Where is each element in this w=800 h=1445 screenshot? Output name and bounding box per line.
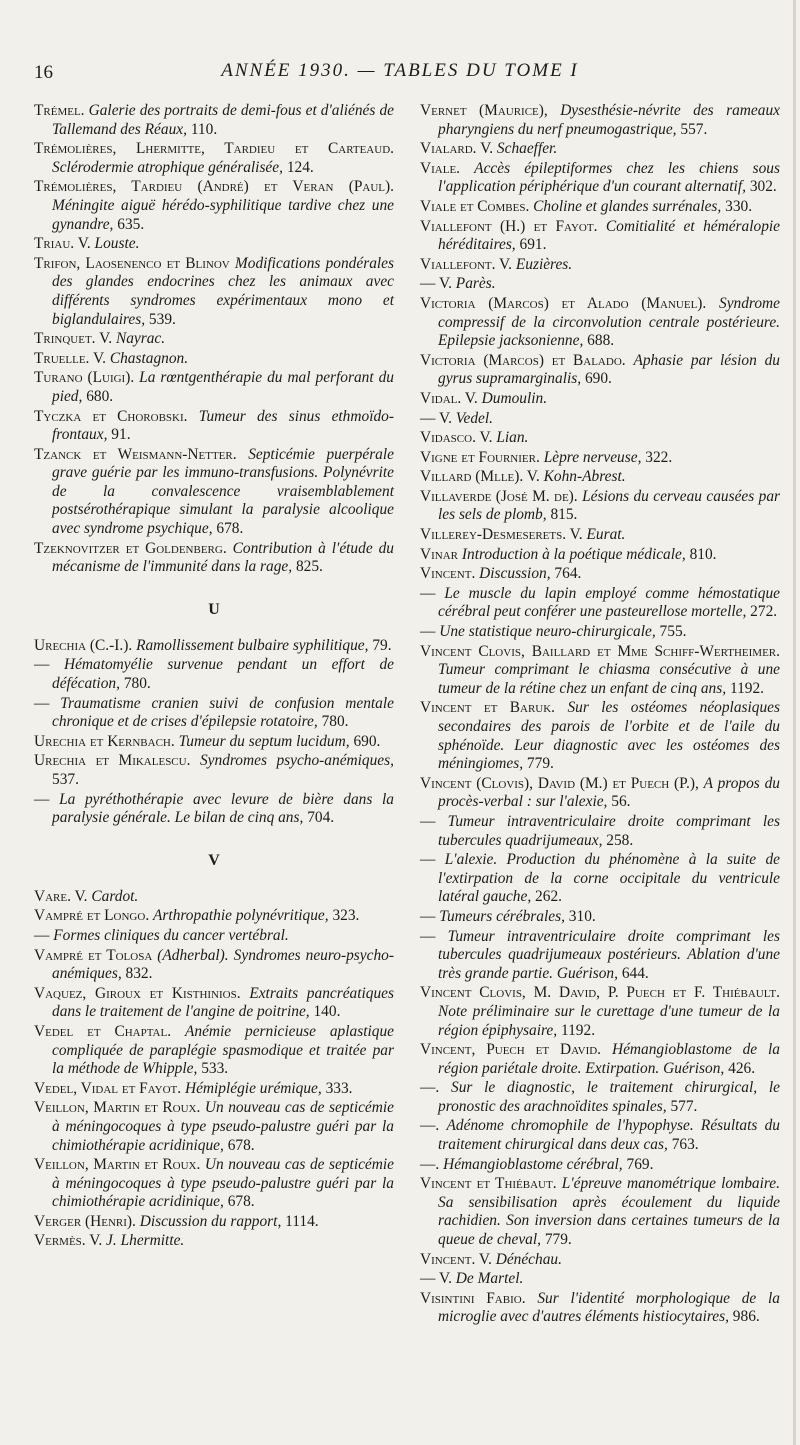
entry-title: Extraits pancréatiques dans le traitement de l'angine de poitrine, bbox=[52, 984, 394, 1021]
entry-page: 832. bbox=[125, 965, 153, 983]
entry-title: Méningite aiguë hérédo-syphilitique tardive chez une gynandre, bbox=[52, 196, 394, 233]
entry-title: Sur le diagnostic, le traitement chirurgical, le pronostic des arachnoïdites spinales, bbox=[438, 1079, 780, 1115]
index-entry bbox=[420, 410, 780, 429]
entry-page: 764. bbox=[554, 565, 582, 583]
section-letter: U bbox=[208, 600, 220, 618]
entry-page: 704. bbox=[307, 809, 335, 827]
entry-page: 690. bbox=[353, 732, 381, 750]
entry-page: 690. bbox=[584, 370, 612, 388]
index-entry bbox=[34, 695, 394, 732]
entry-author: — bbox=[420, 927, 436, 945]
entry-title: Tumeurs cérébrales, bbox=[439, 907, 565, 925]
index-entry bbox=[420, 256, 780, 275]
entry-page: 539. bbox=[148, 310, 176, 328]
entry-author: Tyczka et Chorobski. bbox=[34, 407, 188, 425]
entry-page: 557. bbox=[680, 120, 708, 138]
index-entry bbox=[34, 330, 394, 349]
entry-author: Victoria (Marcos) et Alado (Manuel). bbox=[420, 294, 707, 312]
index-entry bbox=[420, 1290, 780, 1327]
entry-author: Vincent et Thiébaut. bbox=[420, 1175, 557, 1193]
index-entry bbox=[420, 623, 780, 642]
index-entry bbox=[420, 1175, 780, 1249]
entry-page: 1114. bbox=[285, 1212, 319, 1230]
index-entry bbox=[420, 488, 780, 525]
entry-page: 779. bbox=[544, 1231, 572, 1249]
entry-author: —. bbox=[420, 1079, 440, 1097]
entry-page: 678. bbox=[227, 1193, 255, 1211]
entry-author: Tzeknovitzer et Goldenberg. bbox=[34, 539, 227, 557]
entry-title: Tumeur comprimant le chiasma consécutive à une tumeur de la rétine chez un enfant de cinq ans, bbox=[438, 661, 780, 697]
entry-title: Tumeur des sinus ethmoïdo-frontaux, bbox=[52, 407, 394, 444]
entry-title: Aphasie par lésion du gyrus supramarginalis, bbox=[438, 351, 780, 388]
index-entry bbox=[420, 1079, 780, 1116]
entry-author: Vincent Clovis, Baillard et Mme Schiff-Wertheimer. bbox=[420, 642, 780, 660]
index-entry bbox=[420, 140, 780, 159]
index-entry bbox=[420, 851, 780, 907]
entry-title: Note préliminaire sur le curettage d'une tumeur de la région épiphysaire, bbox=[438, 1002, 780, 1039]
entry-author: — bbox=[34, 790, 50, 808]
index-entry bbox=[420, 1156, 780, 1175]
entry-title: Lésions du cerveau causées par les sels de plomb, bbox=[438, 487, 781, 524]
right-column bbox=[420, 102, 780, 1328]
entry-author: Trémolières, Tardieu (André) et Veran (Paul). bbox=[34, 178, 394, 196]
index-entry bbox=[420, 1117, 780, 1154]
index-entry bbox=[420, 908, 780, 927]
index-entry bbox=[420, 643, 780, 699]
entry-title: Modifications pondérales des glandes endocrines chez les animaux avec différents syndromes expérimentaux mono et biglandulaires, bbox=[52, 254, 394, 328]
entry-page: 635. bbox=[117, 215, 145, 233]
entry-title: Nayrac. bbox=[115, 330, 166, 348]
entry-author: Vidal. V. bbox=[420, 389, 478, 407]
entry-page: 680. bbox=[86, 387, 114, 405]
entry-page: 302. bbox=[749, 178, 777, 196]
entry-author: Vincent et Baruk. bbox=[420, 699, 556, 717]
index-entry bbox=[420, 468, 780, 487]
entry-author: Verger (Henri). bbox=[34, 1212, 136, 1230]
entry-page: 333. bbox=[325, 1079, 353, 1097]
entry-page: 537. bbox=[52, 771, 79, 788]
left-column bbox=[34, 102, 394, 1328]
entry-title: Septicémie puerpérale grave guérie par les immuno-transfusions. Polynévrite de la convalescence vraisemblablement postsérothérapique simulant la paralysie alcoolique avec syndrome psychique, bbox=[52, 445, 394, 538]
entry-page: 688. bbox=[587, 332, 615, 350]
entry-page: 769. bbox=[626, 1155, 654, 1173]
entry-title: Adénome chromophile de l'hypophyse. Résultats du traitement chirurgical dans deux cas, bbox=[438, 1117, 780, 1154]
entry-title: Arthropathie polynévritique, bbox=[153, 907, 329, 925]
entry-author: —. bbox=[420, 1155, 440, 1173]
entry-title: Sur l'identité morphologique de la microglie avec d'autres éléments histiocytaires, bbox=[438, 1289, 780, 1326]
index-entry bbox=[420, 984, 780, 1040]
section-letter: V bbox=[208, 851, 220, 869]
entry-page: 691. bbox=[519, 236, 547, 254]
entry-author: — V. bbox=[420, 1270, 452, 1288]
entry-author: Vampré et Longo. bbox=[34, 907, 150, 925]
index-entry bbox=[420, 198, 780, 217]
index-entry bbox=[420, 1270, 780, 1289]
entry-author: Turano (Luigi). bbox=[34, 369, 135, 387]
entry-author: — bbox=[420, 623, 436, 641]
index-entry bbox=[34, 1023, 394, 1079]
entry-page: 763. bbox=[671, 1136, 699, 1154]
index-entry bbox=[420, 352, 780, 389]
index-entry bbox=[420, 218, 780, 255]
entry-title: J. Lhermitte. bbox=[106, 1232, 185, 1250]
entry-author: Villard (Mlle). V. bbox=[420, 468, 540, 486]
entry-page: 322. bbox=[645, 448, 673, 466]
index-entry bbox=[34, 656, 394, 693]
index-entry bbox=[420, 526, 780, 545]
entry-author: Vincent, Puech et David. bbox=[420, 1041, 602, 1059]
index-entry bbox=[420, 1251, 780, 1270]
entry-title: Traumatisme cranien suivi de confusion mentale chronique et de crises d'épilepsie rotatoire, bbox=[52, 694, 394, 731]
entry-title: Introduction à la poétique médicale, bbox=[461, 545, 686, 563]
entry-title: Comitialité et héméralopie héréditaires, bbox=[438, 217, 780, 254]
entry-title: Accès épileptiformes chez les chiens sous l'application périphérique d'un courant alternatif, bbox=[438, 159, 780, 196]
entry-author: —. bbox=[420, 1117, 440, 1135]
entry-title: Sur les ostéomes néoplasiques secondaires des parois de l'orbite et de l'aile du sphénoïde. Leur diagnostic avec les ostéomes des méningiomes, bbox=[438, 699, 780, 773]
entry-author: — bbox=[420, 907, 436, 925]
entry-author: — bbox=[34, 926, 50, 944]
index-entry bbox=[420, 429, 780, 448]
entry-page: 124. bbox=[286, 158, 314, 176]
entry-page: 91. bbox=[111, 426, 131, 444]
entry-title: De Martel. bbox=[455, 1270, 524, 1288]
entry-author: Villaverde (José M. de). bbox=[420, 487, 578, 505]
entry-title: L'épreuve manométrique lombaire. Sa sensibilisation après écoulement du liquide rachidien. Son inversion dans certaines tumeurs de la queue de cheval, bbox=[438, 1175, 780, 1249]
entry-author: Trinquet. V. bbox=[34, 330, 113, 348]
index-entry bbox=[420, 546, 780, 565]
entry-author: Vermès. V. bbox=[34, 1232, 103, 1250]
entry-title: Dénéchau. bbox=[495, 1250, 562, 1268]
entry-title: Dumoulin. bbox=[481, 389, 548, 407]
running-title: ANNÉE 1930. — TABLES DU TOME I bbox=[221, 60, 579, 81]
index-entry bbox=[420, 1041, 780, 1078]
entry-author: Triau. V. bbox=[34, 235, 91, 253]
index-entry bbox=[34, 1080, 394, 1099]
index-entry bbox=[34, 540, 394, 577]
index-entry bbox=[34, 350, 394, 369]
index-entry bbox=[34, 927, 394, 946]
entry-author: Urechia (C.-I.). bbox=[34, 636, 133, 654]
entry-title: Contribution à l'étude du mécanisme de l'immunité dans la rage, bbox=[52, 539, 394, 576]
index-columns bbox=[34, 102, 780, 1328]
entry-title: Syndromes psycho-anémiques, bbox=[199, 752, 394, 770]
index-entry bbox=[420, 390, 780, 409]
entry-author: Vincent. V. bbox=[420, 1250, 492, 1268]
entry-page: 310. bbox=[568, 907, 596, 925]
entry-author: Vedel, Vidal et Fayot. bbox=[34, 1079, 182, 1097]
index-entry bbox=[34, 140, 394, 177]
entry-title: Un nouveau cas de septicémie à méningocoques à type pseudo-palustre guéri par la chimiothérapie acridinique, bbox=[52, 1099, 394, 1154]
entry-author: — V. bbox=[420, 275, 452, 293]
entry-page: 330. bbox=[725, 197, 753, 215]
index-entry bbox=[34, 985, 394, 1022]
entry-page: 779. bbox=[526, 755, 554, 773]
index-entry bbox=[34, 1232, 394, 1251]
entry-page: 533. bbox=[201, 1060, 229, 1078]
entry-title: Dysesthésie-névrite des rameaux pharyngiens du nerf pneumogastrique, bbox=[438, 102, 780, 138]
index-entry bbox=[34, 446, 394, 539]
entry-author: — bbox=[420, 584, 436, 602]
entry-page: 810. bbox=[689, 545, 717, 563]
index-entry bbox=[34, 947, 394, 984]
entry-title: La rœntgenthérapie du mal perforant du pied, bbox=[52, 369, 394, 405]
entry-author: Villerey-Desmeserets. V. bbox=[420, 526, 583, 544]
entry-title: Euzières. bbox=[515, 255, 573, 273]
index-entry bbox=[420, 275, 780, 294]
entry-title: Parès. bbox=[455, 275, 496, 293]
entry-title: Louste. bbox=[94, 235, 140, 253]
entry-page: 755. bbox=[659, 623, 687, 641]
index-entry bbox=[34, 408, 394, 445]
index-entry bbox=[420, 565, 780, 584]
entry-author: Vincent (Clovis), David (M.) et Puech (P.), bbox=[420, 774, 699, 792]
index-entry bbox=[34, 102, 394, 139]
entry-page: 678. bbox=[216, 520, 244, 538]
entry-page: 1192. bbox=[560, 1021, 596, 1039]
entry-title: (Adherbal). Syndromes neuro-psycho-anémiques, bbox=[52, 946, 394, 983]
entry-page: 815. bbox=[550, 506, 578, 524]
entry-author: Urechia et Mikalescu. bbox=[34, 752, 191, 770]
entry-author: Vernet (Maurice), bbox=[420, 102, 548, 119]
index-entry bbox=[34, 733, 394, 752]
entry-title: Schaeffer. bbox=[496, 140, 558, 158]
entry-title: Lèpre nerveuse, bbox=[543, 448, 642, 466]
entry-page: 323. bbox=[332, 907, 360, 925]
entry-author: Visintini Fabio. bbox=[420, 1289, 526, 1307]
entry-page: 262. bbox=[535, 888, 562, 906]
entry-title: Hémangioblastome cérébral, bbox=[443, 1155, 623, 1173]
index-entry bbox=[34, 1099, 394, 1155]
entry-title: Discussion du rapport, bbox=[139, 1212, 282, 1230]
entry-author: — bbox=[420, 851, 436, 869]
entry-author: Vampré et Tolosa bbox=[34, 946, 153, 964]
entry-title: Eurat. bbox=[586, 526, 626, 544]
entry-page: 56. bbox=[611, 793, 631, 811]
entry-page: 825. bbox=[295, 558, 323, 576]
index-entry bbox=[34, 235, 394, 254]
index-entry bbox=[34, 791, 394, 828]
entry-author: Vare. V. bbox=[34, 887, 88, 905]
index-entry bbox=[34, 178, 394, 234]
entry-title: Sclérodermie atrophique généralisée, bbox=[52, 158, 283, 176]
entry-author: Vialard. V. bbox=[420, 140, 494, 158]
entry-title: Hémiplégie urémique, bbox=[184, 1079, 322, 1097]
index-entry bbox=[420, 699, 780, 773]
entry-author: Trémolières, Lhermitte, Tardieu et Carteaud. bbox=[34, 140, 394, 158]
entry-author: Trifon, Laosenenco et Blinov bbox=[34, 254, 230, 272]
entry-page: 986. bbox=[732, 1308, 760, 1326]
entry-author: Viale et Combes. bbox=[420, 197, 530, 215]
entry-title: Ramollissement bulbaire syphilitique, bbox=[136, 636, 369, 654]
entry-author: Viallefont (H.) et Fayot. bbox=[420, 217, 598, 235]
entry-title: Discussion, bbox=[479, 565, 551, 583]
entry-author: Vinar bbox=[420, 545, 459, 563]
entry-title: Le muscle du lapin employé comme hémostatique cérébral peut conférer une pasteurellose mortelle, bbox=[438, 584, 780, 621]
entry-author: Vigne et Fournier. bbox=[420, 448, 540, 466]
page-number: 16 bbox=[34, 62, 53, 83]
entry-author: Vedel et Chaptal. bbox=[34, 1022, 172, 1040]
entry-title: Tumeur intraventriculaire droite comprimant les tubercules quadrijumeaux, bbox=[438, 812, 780, 849]
entry-page: 140. bbox=[313, 1003, 341, 1021]
entry-page: 678. bbox=[227, 1136, 255, 1154]
entry-author: Urechia et Kernbach. bbox=[34, 732, 175, 750]
index-entry bbox=[420, 813, 780, 850]
entry-page: 426. bbox=[728, 1059, 756, 1077]
entry-title: Galerie des portraits de demi-fous et d'aliénés de Tallemand des Réaux, bbox=[52, 102, 394, 138]
entry-title: Cardot. bbox=[91, 887, 139, 905]
entry-title: Vedel. bbox=[455, 409, 493, 427]
entry-page: 780. bbox=[123, 675, 151, 693]
index-entry bbox=[34, 1156, 394, 1212]
index-entry bbox=[420, 928, 780, 984]
entry-author: Veillon, Martin et Roux. bbox=[34, 1156, 201, 1174]
entry-title: Lian. bbox=[496, 429, 529, 447]
entry-title: Anémie pernicieuse aplastique compliquée de paraplégie spasmodique et traitée par la méthode de Whipple, bbox=[52, 1022, 394, 1078]
entry-author: Vincent. bbox=[420, 565, 476, 583]
entry-author: Trémel. bbox=[34, 102, 85, 119]
index-entry bbox=[34, 1213, 394, 1232]
index-entry bbox=[420, 295, 780, 351]
entry-page: 577. bbox=[670, 1097, 698, 1115]
entry-page: 110. bbox=[190, 120, 218, 138]
entry-author: Tzanck et Weismann-Netter. bbox=[34, 445, 237, 463]
index-entry bbox=[420, 102, 780, 139]
entry-title: Chastagnon. bbox=[109, 349, 189, 367]
entry-title: L'alexie. Production du phénomène à la suite de l'extirpation de la corne occipitale du ventricule latéral gauche, bbox=[438, 851, 780, 906]
entry-author: Viallefont. V. bbox=[420, 255, 512, 273]
index-entry bbox=[34, 637, 394, 656]
entry-author: — V. bbox=[420, 409, 452, 427]
entry-author: — bbox=[34, 656, 50, 674]
entry-author: Vincent Clovis, M. David, P. Puech et F. Thiébault. bbox=[420, 984, 780, 1002]
entry-title: Tumeur intraventriculaire droite comprimant les tubercules quadrijumeaux postérieurs. Ablation d'une très grande partie. Guérison, bbox=[438, 927, 780, 982]
entry-title: A propos du procès-verbal : sur l'alexie, bbox=[438, 774, 780, 811]
entry-title: Hématomyélie survenue pendant un effort de défécation, bbox=[52, 656, 394, 693]
index-entry bbox=[34, 255, 394, 329]
entry-author: Viale. bbox=[420, 159, 461, 177]
entry-author: — bbox=[34, 694, 50, 712]
entry-page: 79. bbox=[372, 636, 392, 654]
entry-title: Kohn-Abrest. bbox=[543, 468, 626, 486]
entry-title: Syndrome compressif de la circonvolution centrale postérieure. Epilepsie jacksonienne, bbox=[438, 294, 780, 350]
entry-page: 780. bbox=[321, 713, 349, 731]
entry-title: La pyréthothérapie avec levure de bière dans la paralysie générale. Le bilan de cinq ans, bbox=[52, 790, 394, 827]
index-entry bbox=[34, 752, 394, 789]
index-entry bbox=[34, 369, 394, 406]
entry-page: 644. bbox=[621, 964, 649, 982]
entry-title: Choline et glandes surrénales, bbox=[533, 197, 722, 215]
index-entry bbox=[420, 585, 780, 622]
entry-title: Hémangioblastome de la région pariétale droite. Extirpation. Guérison, bbox=[438, 1041, 780, 1077]
entry-page: 1192. bbox=[729, 679, 765, 697]
entry-author: Victoria (Marcos) et Balado. bbox=[420, 351, 626, 369]
entry-title: Un nouveau cas de septicémie à méningocoques à type pseudo-palustre guéri par la chimiothérapie acridinique, bbox=[52, 1156, 394, 1211]
index-entry bbox=[420, 449, 780, 468]
index-entry bbox=[420, 160, 780, 197]
entry-author: — bbox=[420, 812, 436, 830]
entry-author: Vidasco. V. bbox=[420, 429, 493, 447]
index-entry bbox=[34, 907, 394, 926]
entry-author: Vaquez, Giroux et Kisthinios. bbox=[34, 984, 241, 1002]
entry-author: Veillon, Martin et Roux. bbox=[34, 1099, 201, 1117]
page-edge bbox=[793, 0, 796, 1445]
index-entry bbox=[34, 888, 394, 907]
entry-title: Formes cliniques du cancer vertébral. bbox=[53, 926, 289, 944]
index-entry bbox=[420, 775, 780, 812]
entry-page: 258. bbox=[606, 831, 634, 849]
entry-title: Une statistique neuro-chirurgicale, bbox=[439, 623, 656, 641]
entry-page: 272. bbox=[750, 603, 778, 621]
entry-author: Truelle. V. bbox=[34, 349, 106, 367]
entry-title: Tumeur du septum lucidum, bbox=[178, 732, 350, 750]
